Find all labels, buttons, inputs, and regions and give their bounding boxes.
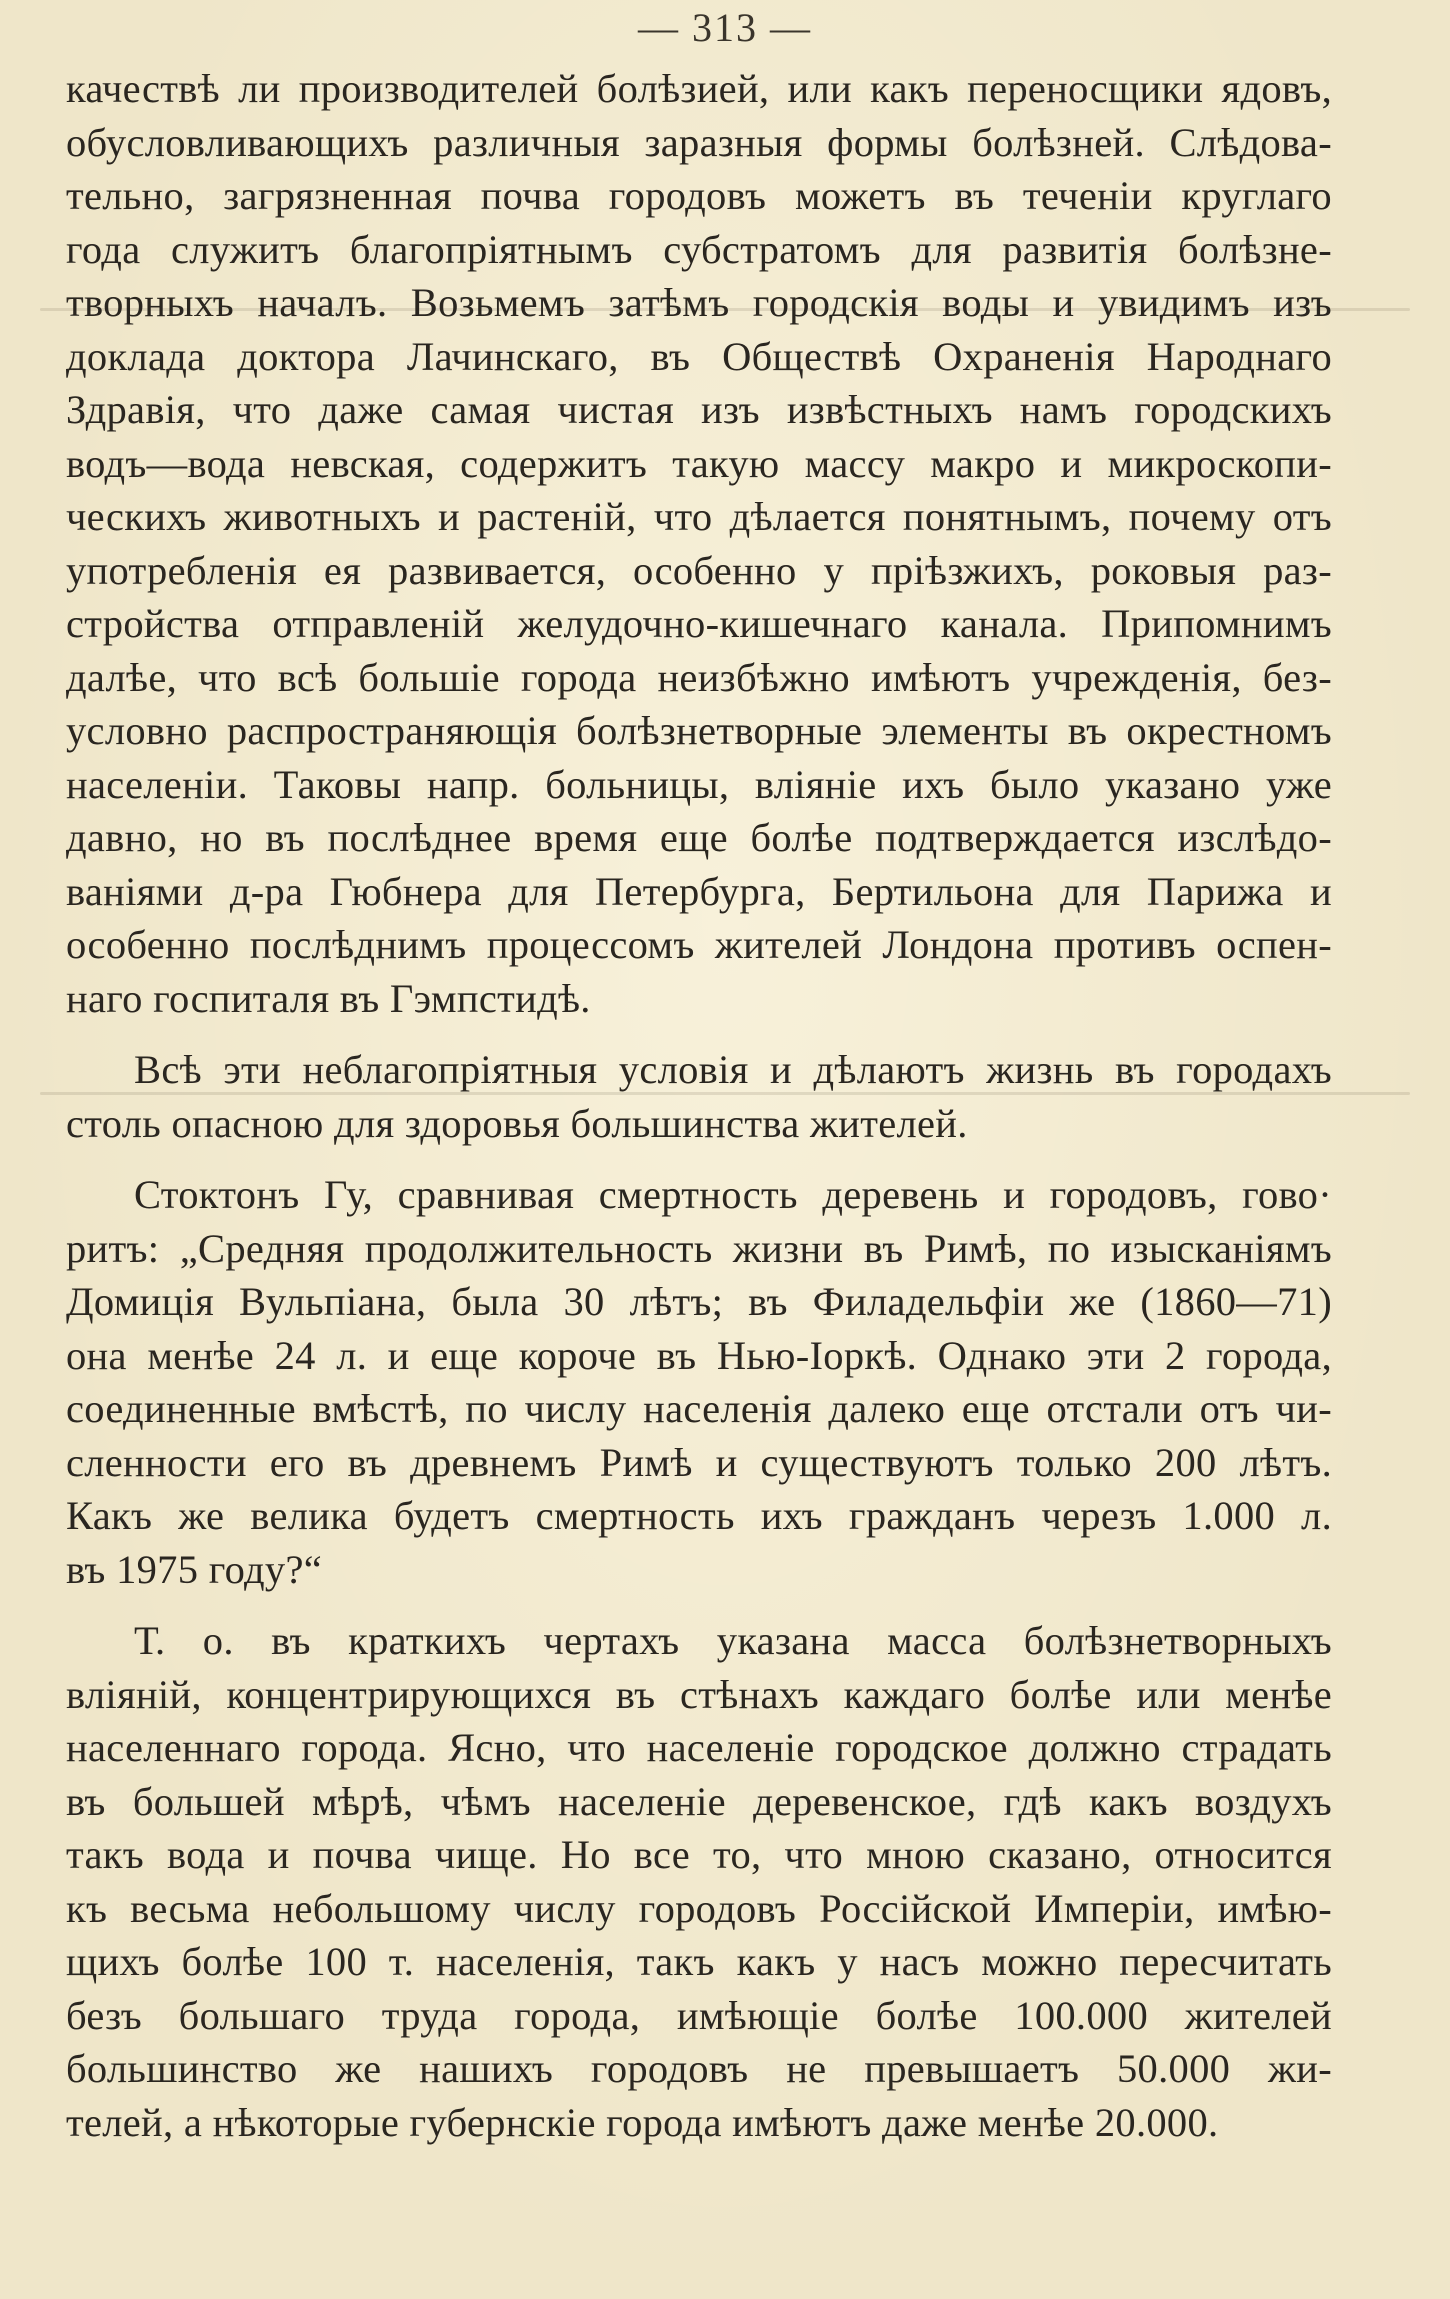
text-line: въ 1975 году?“ <box>66 1546 322 1592</box>
text-line: ваніями д-ра Гюбнера для Петербурга, Бертильона для Парижа и <box>66 868 1332 914</box>
paragraph <box>66 1596 1332 2149</box>
paragraph <box>66 62 1332 1025</box>
text-line: безъ большаго труда города, имѣющіе болѣе 100.000 жителей <box>66 1992 1332 2038</box>
text-line: Стоктонъ Гу, сравнивая смертность деревень и городовъ, гово· <box>134 1172 1332 1217</box>
text-line: соединенные вмѣстѣ, по числу населенія далеко еще отстали отъ чи- <box>66 1386 1332 1431</box>
paragraph <box>66 1150 1332 1596</box>
text-line: стройства отправленій желудочно-кишечнаго канала. Припомнимъ <box>66 601 1332 646</box>
text-line: условно распространяющія болѣзнетворные элементы въ окрестномъ <box>66 708 1332 753</box>
text-line: обусловливающихъ различныя заразныя формы болѣзней. Слѣдова- <box>66 119 1332 165</box>
text-line: употребленія ея развивается, особенно у пріѣзжихъ, роковыя раз- <box>66 547 1332 593</box>
text-line: творныхъ началъ. Возьмемъ затѣмъ городскія воды и увидимъ изъ <box>66 280 1332 325</box>
paragraph-gap <box>66 1025 1332 1043</box>
text-line: къ весьма небольшому числу городовъ Россійской Имперіи, имѣю- <box>66 1885 1332 1931</box>
text-line: населеннаго города. Ясно, что населеніе городское должно страдать <box>66 1725 1332 1770</box>
text-line: наго госпиталя въ Гэмпстидѣ. <box>66 975 591 1021</box>
page-number: — 313 — <box>638 5 812 50</box>
text-line: она менѣе 24 л. и еще короче въ Нью-Іоркѣ. Однако эти 2 города, <box>66 1332 1332 1378</box>
text-line: тельно, загрязненная почва городовъ можетъ въ теченіи круглаго <box>66 173 1332 218</box>
text-line: доклада доктора Лачинскаго, въ Обществѣ Охраненія Народнаго <box>66 333 1332 379</box>
text-line: года служитъ благопріятнымъ субстратомъ для развитія болѣзне- <box>66 226 1332 272</box>
text-line: качествѣ ли производителей болѣзией, или какъ переносщики ядовъ, <box>66 66 1332 111</box>
text-line: сленности его въ древнемъ Римѣ и существуютъ только 200 лѣтъ. <box>66 1439 1332 1485</box>
text-line: въ большей мѣрѣ, чѣмъ населеніе деревенское, гдѣ какъ воздухъ <box>66 1778 1332 1824</box>
text-line: Всѣ эти неблагопріятныя условія и дѣлаютъ жизнь въ городахъ <box>134 1047 1332 1092</box>
body-text <box>66 62 1332 2149</box>
text-line: водъ—вода невская, содержитъ такую массу макро и микроскопи- <box>66 440 1332 486</box>
text-line: Домиція Вульпіана, была 30 лѣтъ; въ Филадельфіи же (1860—71) <box>66 1279 1332 1324</box>
text-line: населеніи. Таковы напр. больницы, вліяніе ихъ было указано уже <box>66 761 1332 807</box>
text-line: особенно послѣднимъ процессомъ жителей Лондона противъ оспен- <box>66 922 1332 967</box>
text-line: Какъ же велика будетъ смертность ихъ гражданъ черезъ 1.000 л. <box>66 1493 1332 1538</box>
text-line: телей, а нѣкоторые губернскіе города имѣютъ даже менѣе 20.000. <box>66 2099 1219 2145</box>
paragraph-gap <box>66 1150 1332 1168</box>
paragraph-gap <box>66 1596 1332 1614</box>
text-line: Здравія, что даже самая чистая изъ извѣстныхъ намъ городскихъ <box>66 387 1332 432</box>
text-line: давно, но въ послѣднее время еще болѣе подтверждается изслѣдо- <box>66 815 1332 860</box>
text-line: столь опасною для здоровья большинства жителей. <box>66 1100 968 1146</box>
text-line: щихъ болѣе 100 т. населенія, такъ какъ у насъ можно пересчитать <box>66 1939 1332 1984</box>
paragraph <box>66 1025 1332 1150</box>
text-line: ритъ: „Средняя продолжительность жизни въ Римѣ, по изысканіямъ <box>66 1225 1332 1271</box>
text-line: ческихъ животныхъ и растеній, что дѣлается понятнымъ, почему отъ <box>66 494 1332 539</box>
text-line: вліяній, концентрирующихся въ стѣнахъ каждаго болѣе или менѣе <box>66 1671 1332 1717</box>
text-line: большинство же нашихъ городовъ не превышаетъ 50.000 жи- <box>66 2046 1332 2091</box>
text-line: такъ вода и почва чище. Но все то, что мною сказано, относится <box>66 1832 1332 1877</box>
text-line: Т. о. въ краткихъ чертахъ указана масса болѣзнетворныхъ <box>134 1618 1332 1663</box>
text-line: далѣе, что всѣ большіе города неизбѣжно имѣютъ учрежденія, без- <box>66 654 1332 700</box>
